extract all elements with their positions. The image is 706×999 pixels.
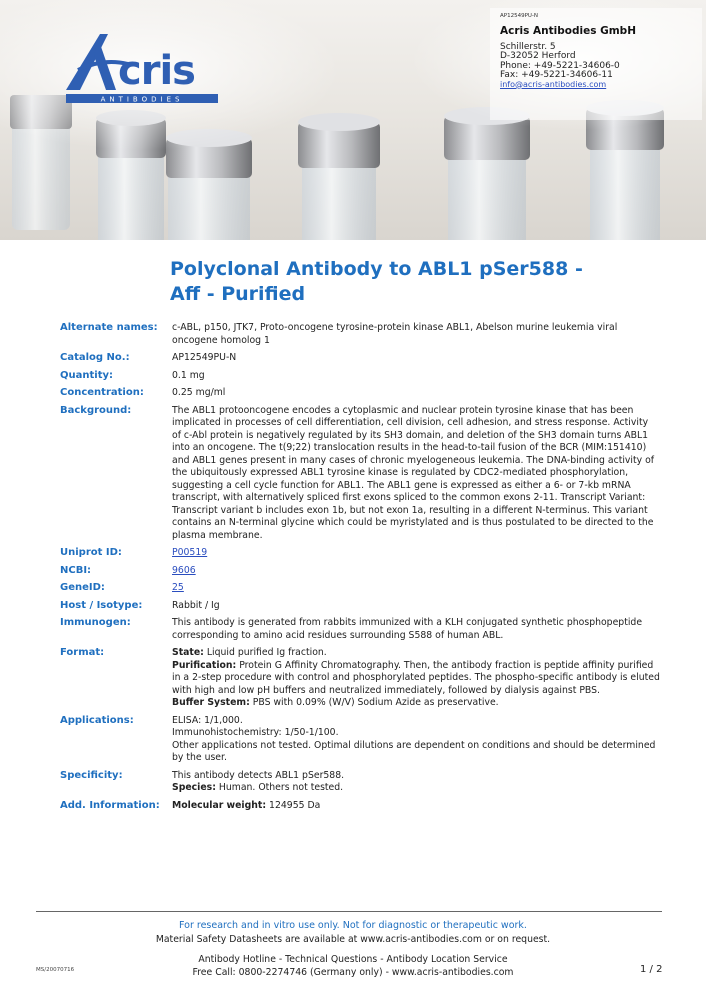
field-label: Applications: (60, 714, 134, 726)
page-number: 1 / 2 (640, 964, 663, 975)
field-value: Rabbit / Ig (172, 599, 220, 611)
field-value: c-ABL, p150, JTK7, Proto-oncogene tyrosine-protein kinase ABL1, Abelson murine leukemia viral oncogene homolog 1 (172, 322, 618, 346)
city: D-32052 Herford (500, 51, 576, 62)
species-label: Species: (172, 782, 216, 793)
state-value: Liquid purified Ig fraction. (206, 647, 327, 658)
header-banner (0, 0, 706, 240)
field-value (172, 647, 660, 710)
field-label: Catalog No.: (60, 352, 130, 363)
msds-note: Material Safety Datasheets are available at www.acris-antibodies.com or on request. (155, 934, 551, 945)
field-label: Add. Information: (60, 799, 160, 811)
field-quantity (60, 370, 660, 383)
geneid-link[interactable]: 25 (172, 582, 184, 593)
field-label: Concentration: (60, 387, 144, 398)
footer-divider (36, 911, 662, 912)
uniprot-link[interactable]: P00519 (172, 547, 208, 558)
research-only-note: For research and in vitro use only. Not for diagnostic or therapeutic work. (179, 920, 527, 931)
field-label: Alternate names: (60, 322, 158, 333)
field-value (172, 715, 660, 765)
field-label: Specificity: (60, 769, 123, 781)
mw-label: Molecular weight: (172, 799, 267, 811)
state-label: State: (172, 647, 204, 658)
ncbi-link[interactable]: 9606 (172, 564, 196, 576)
buffer-value: PBS with 0.09% (W/V) Sodium Azide as preservative. (252, 697, 499, 708)
acris-logo (58, 28, 228, 108)
purification-value: Protein G Affinity Chromatography. Then, the antibody fraction is peptide affinity purified in a 2-step procedure with control and phosphorylated peptides. The phospho-specific antibody is eluted with high and low pH buffers and neutralized immediately, followed by dialysis against PBS. (172, 659, 660, 696)
field-label: Background: (60, 404, 132, 416)
field-format (60, 647, 660, 710)
company-address (500, 14, 700, 89)
field-specificity (60, 770, 660, 795)
field-applications (60, 715, 660, 765)
field-value: This antibody is generated from rabbits immunized with a KLH conjugated synthetic phosphopeptide corresponding to amino acid residues surrounding S588 of human ABL. (172, 617, 643, 641)
field-value: AP12549PU-N (172, 352, 237, 363)
email-link[interactable]: info@acris-antibodies.com (500, 79, 607, 89)
field-label: GeneID: (60, 582, 105, 593)
field-label: Host / Isotype: (60, 599, 143, 611)
field-ncbi (60, 565, 660, 578)
field-value (172, 800, 660, 813)
specificity-text: This antibody detects ABL1 pSer588. (172, 769, 345, 781)
purification-label: Purification: (172, 659, 237, 671)
application-ihc: Immunohistochemistry: 1/50-1/100. (172, 727, 339, 738)
field-host (60, 600, 660, 613)
document-id: MS/20070716 (36, 967, 75, 973)
field-value: 0.25 mg/ml (172, 387, 226, 398)
application-note: Other applications not tested. Optimal dilutions are dependent on conditions and should be determined by the user. (172, 739, 656, 763)
freecall-note: Free Call: 0800-2274746 (Germany only) - www.acris-antibodies.com (192, 967, 514, 978)
field-geneid (60, 582, 660, 595)
field-label: NCBI: (60, 564, 92, 576)
field-label: Quantity: (60, 369, 113, 381)
field-label: Immunogen: (60, 617, 131, 628)
phone: Phone: +49-5221-34606-0 (500, 60, 620, 71)
fax: Fax: +49-5221-34606-11 (500, 70, 613, 81)
page-title: Polyclonal Antibody to ABL1 pSer588 - Aff - Purified (170, 258, 583, 305)
field-add-info (60, 800, 660, 813)
mw-value: 124955 Da (269, 799, 321, 811)
product-fields (60, 322, 660, 817)
svg-text:ANTIBODIES: ANTIBODIES (100, 95, 184, 104)
application-elisa: ELISA: 1/1,000. (172, 714, 243, 726)
field-value: The ABL1 protooncogene encodes a cytoplasmic and nuclear protein tyrosine kinase that has been implicated in processes of cell differentiation, cell division, cell adhesion, and stress response. Activity of c-Abl protein is negatively regulated by its SH3 domain, and deletion of the SH3 domain turns ABL1 into an oncogene. The t(9;22) translocation results in the head-to-tail fusion of the BCR (MIM:151410) and ABL1 genes present in many cases of chronic myelogeneous leukemia. The DNA-binding activity of the ubiquitously expressed ABL1 tyrosine kinase is regulated by CDC2-mediated phosphorylation, suggesting a cell cycle function for ABL1. The ABL1 gene is expressed as either a 6- or 7-kb mRNA transcript, with alternatively spliced first exons spliced to the common exons 2-11. Transcript Variant: Transcript variant b includes exon 1b, but not exon 1a, resulting in a different N-terminus. This variant contains an N-terminal glycine which could be myristylated and is thus postulated to be directed to the plasma membrane. (172, 404, 655, 541)
field-value: 0.1 mg (172, 369, 205, 381)
svg-text:cris: cris (118, 48, 195, 94)
field-label: Format: (60, 647, 105, 658)
field-catalog (60, 352, 660, 365)
field-value (172, 770, 660, 795)
doc-code: AP12549PU-N (500, 13, 539, 19)
field-label: Uniprot ID: (60, 547, 122, 558)
field-uniprot (60, 547, 660, 560)
street: Schillerstr. 5 (500, 41, 556, 52)
species-value: Human. Others not tested. (218, 782, 344, 793)
buffer-label: Buffer System: (172, 697, 250, 708)
field-concentration (60, 387, 660, 400)
field-alternate-names (60, 322, 660, 347)
hotline-note: Antibody Hotline - Technical Questions - Antibody Location Service (198, 954, 508, 965)
field-background (60, 405, 660, 543)
field-immunogen (60, 617, 660, 642)
company-name: Acris Antibodies GmbH (500, 24, 636, 37)
